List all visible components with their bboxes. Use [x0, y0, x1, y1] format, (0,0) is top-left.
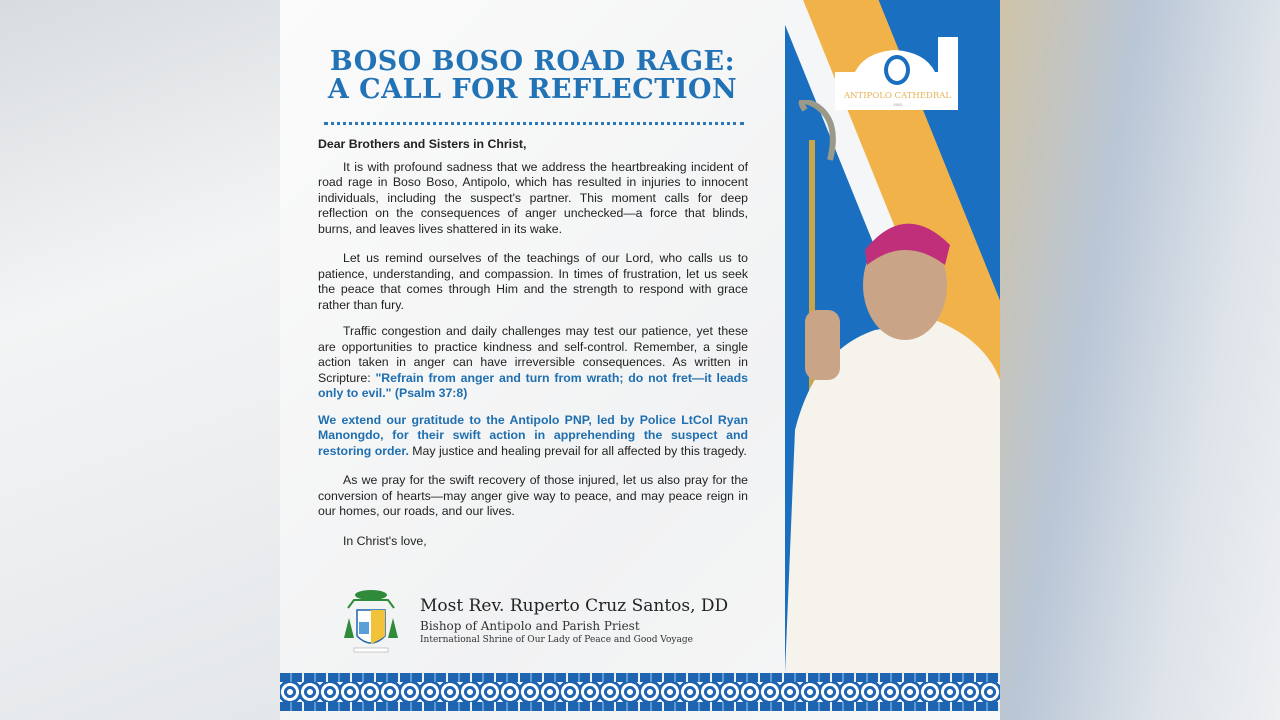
statement-poster	[280, 0, 1000, 720]
bishop-photo	[785, 100, 1000, 673]
paragraph-3-text: Traffic congestion and daily challenges may test our patience, yet these are opportunities to practice kindness and self-control. Remember, a single action taken in anger can have irreversible consequences. As written in Scripture:	[318, 324, 748, 385]
logo-year: 1983	[893, 102, 902, 107]
paragraph-4-text: May justice and healing prevail for all affected by this tragedy.	[408, 443, 747, 458]
coat-of-arms-icon	[340, 588, 402, 658]
paragraph-5: As we pray for the swift recovery of those injured, let us also pray for the conversion of hearts—may anger give way to peace, and may peace reign in our homes, our roads, and our lives.	[318, 473, 748, 518]
paragraph-4	[318, 413, 748, 460]
salutation: Dear Brothers and Sisters in Christ,	[318, 137, 527, 151]
signatory-name: Most Rev. Ruperto Cruz Santos, DD	[420, 596, 729, 616]
paragraph-1: It is with profound sadness that we address the heartbreaking incident of road rage in Boso Boso, Antipolo, which has resulted in injuries to innocent individuals, including the suspect's partner. This moment calls for deep reflection on the consequences of anger unchecked—a force that blinds, burns, and leaves lives shattered in its wake.	[318, 159, 748, 236]
paragraph-3	[318, 324, 748, 402]
paragraph-2: Let us remind ourselves of the teachings of our Lord, who calls us to patience, understanding, and compassion. In times of frustration, let us seek the peace that comes through Him and the strength to respond with grace rather than fury.	[318, 251, 748, 312]
bishop-photo-panel	[785, 0, 1000, 673]
gratitude-highlight: We extend our gratitude to the Antipolo PNP, led by Police LtCol Ryan Manongdo, for their swift action in apprehending the suspect and restoring order.	[318, 412, 748, 458]
decorative-bottom-border	[280, 673, 1000, 711]
blurred-background-left	[0, 0, 280, 720]
title-line-2: A CALL FOR REFLECTION	[327, 74, 738, 105]
logo-text: ANTIPOLO CATHEDRAL	[843, 91, 952, 101]
scripture-quote: "Refrain from anger and turn from wrath; do not fret—it leads only to evil." (Psalm 37:8)	[318, 370, 748, 400]
closing: In Christ's love,	[343, 533, 427, 548]
title-line-1: BOSO BOSO ROAD RAGE:	[329, 46, 736, 77]
border-pattern	[280, 682, 1000, 702]
signatory-shrine: International Shrine of Our Lady of Peace and Good Voyage	[420, 635, 693, 645]
antipolo-cathedral-logo	[835, 32, 960, 110]
dotted-divider	[324, 122, 744, 125]
blurred-background-right	[1000, 0, 1280, 720]
poster-title	[300, 48, 765, 104]
signature-block	[340, 588, 760, 658]
letter-body	[318, 137, 748, 560]
signatory-role: Bishop of Antipolo and Parish Priest	[420, 619, 640, 633]
